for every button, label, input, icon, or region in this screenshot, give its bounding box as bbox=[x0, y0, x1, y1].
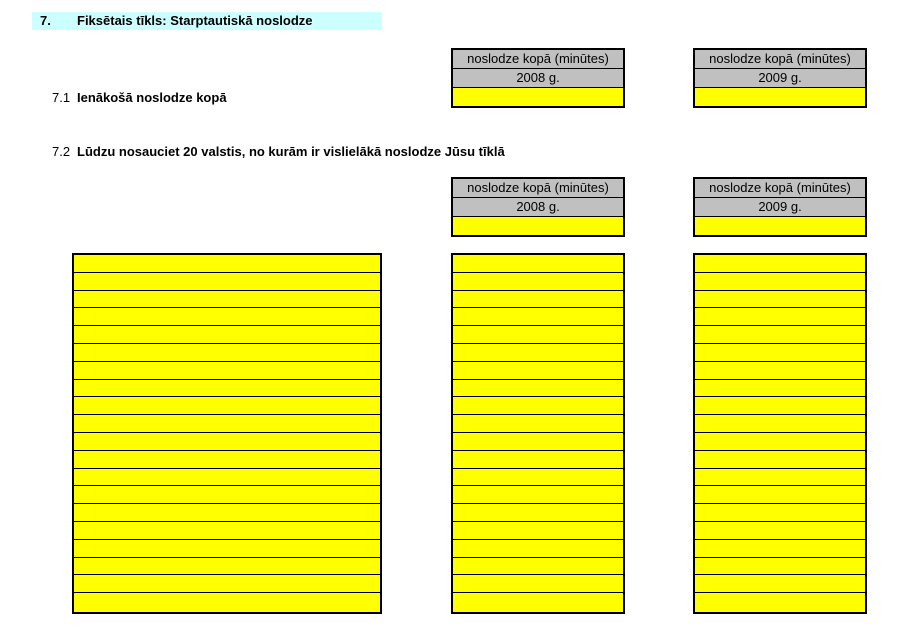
minutes-2009-input[interactable] bbox=[695, 433, 865, 451]
minutes-2008-input[interactable] bbox=[453, 255, 623, 273]
country-input[interactable] bbox=[74, 522, 380, 540]
country-input[interactable] bbox=[74, 308, 380, 326]
minutes-2008-input[interactable] bbox=[453, 522, 623, 540]
q72-number: 7.2 bbox=[52, 144, 71, 159]
country-input[interactable] bbox=[74, 593, 380, 611]
country-input[interactable] bbox=[74, 451, 380, 469]
column-year-label: 2009 g. bbox=[695, 198, 865, 217]
minutes-2009-grid bbox=[693, 253, 867, 614]
column-header-label: noslodze kopā (minūtes) bbox=[453, 179, 623, 198]
section-title: Fiksētais tīkls: Starptautiskā noslodze bbox=[77, 13, 313, 28]
country-input[interactable] bbox=[74, 433, 380, 451]
section-number: 7. bbox=[40, 13, 51, 28]
country-input[interactable] bbox=[74, 397, 380, 415]
minutes-2009-input[interactable] bbox=[695, 504, 865, 522]
minutes-2008-input[interactable] bbox=[453, 469, 623, 487]
q72-total-input-2009[interactable] bbox=[695, 217, 865, 235]
country-input[interactable] bbox=[74, 558, 380, 576]
column-header-label: noslodze kopā (minūtes) bbox=[695, 50, 865, 69]
minutes-2009-input[interactable] bbox=[695, 362, 865, 380]
minutes-2009-input[interactable] bbox=[695, 558, 865, 576]
minutes-2008-input[interactable] bbox=[453, 433, 623, 451]
country-input[interactable] bbox=[74, 362, 380, 380]
column-year-label: 2008 g. bbox=[453, 69, 623, 88]
country-input[interactable] bbox=[74, 575, 380, 593]
q72-total-input-2008[interactable] bbox=[453, 217, 623, 235]
minutes-2008-input[interactable] bbox=[453, 291, 623, 309]
country-input[interactable] bbox=[74, 540, 380, 558]
minutes-2009-input[interactable] bbox=[695, 469, 865, 487]
minutes-2009-input[interactable] bbox=[695, 255, 865, 273]
q71-col-2008 bbox=[451, 48, 625, 108]
minutes-2008-input[interactable] bbox=[453, 504, 623, 522]
minutes-2008-input[interactable] bbox=[453, 575, 623, 593]
column-year-label: 2009 g. bbox=[695, 69, 865, 88]
minutes-2009-input[interactable] bbox=[695, 451, 865, 469]
country-input[interactable] bbox=[74, 291, 380, 309]
minutes-2008-input[interactable] bbox=[453, 273, 623, 291]
q71-input-2009[interactable] bbox=[695, 88, 865, 106]
minutes-2009-input[interactable] bbox=[695, 540, 865, 558]
country-input[interactable] bbox=[74, 504, 380, 522]
country-input[interactable] bbox=[74, 486, 380, 504]
minutes-2008-input[interactable] bbox=[453, 415, 623, 433]
country-input[interactable] bbox=[74, 326, 380, 344]
q72-col-2008 bbox=[451, 177, 625, 237]
minutes-2009-input[interactable] bbox=[695, 308, 865, 326]
q71-number: 7.1 bbox=[52, 90, 71, 105]
minutes-2009-input[interactable] bbox=[695, 486, 865, 504]
q72-text: Lūdzu nosauciet 20 valstis, no kurām ir vislielākā noslodze Jūsu tīklā bbox=[77, 144, 505, 159]
minutes-2008-input[interactable] bbox=[453, 362, 623, 380]
minutes-2008-input[interactable] bbox=[453, 486, 623, 504]
country-input[interactable] bbox=[74, 344, 380, 362]
minutes-2009-input[interactable] bbox=[695, 397, 865, 415]
country-input[interactable] bbox=[74, 273, 380, 291]
minutes-2008-input[interactable] bbox=[453, 593, 623, 611]
country-grid bbox=[72, 253, 382, 614]
country-input[interactable] bbox=[74, 469, 380, 487]
minutes-2009-input[interactable] bbox=[695, 380, 865, 398]
column-header-label: noslodze kopā (minūtes) bbox=[695, 179, 865, 198]
q71-input-2008[interactable] bbox=[453, 88, 623, 106]
minutes-2009-input[interactable] bbox=[695, 344, 865, 362]
minutes-2008-input[interactable] bbox=[453, 380, 623, 398]
country-input[interactable] bbox=[74, 415, 380, 433]
minutes-2008-input[interactable] bbox=[453, 344, 623, 362]
minutes-2008-grid bbox=[451, 253, 625, 614]
country-input[interactable] bbox=[74, 380, 380, 398]
minutes-2008-input[interactable] bbox=[453, 558, 623, 576]
minutes-2008-input[interactable] bbox=[453, 540, 623, 558]
q71-col-2009 bbox=[693, 48, 867, 108]
minutes-2009-input[interactable] bbox=[695, 291, 865, 309]
minutes-2009-input[interactable] bbox=[695, 415, 865, 433]
q71-text: Ienākošā noslodze kopā bbox=[77, 90, 227, 105]
minutes-2009-input[interactable] bbox=[695, 522, 865, 540]
minutes-2008-input[interactable] bbox=[453, 308, 623, 326]
country-input[interactable] bbox=[74, 255, 380, 273]
minutes-2009-input[interactable] bbox=[695, 593, 865, 611]
minutes-2009-input[interactable] bbox=[695, 326, 865, 344]
q72-col-2009 bbox=[693, 177, 867, 237]
column-year-label: 2008 g. bbox=[453, 198, 623, 217]
minutes-2009-input[interactable] bbox=[695, 575, 865, 593]
minutes-2008-input[interactable] bbox=[453, 397, 623, 415]
minutes-2008-input[interactable] bbox=[453, 326, 623, 344]
minutes-2008-input[interactable] bbox=[453, 451, 623, 469]
minutes-2009-input[interactable] bbox=[695, 273, 865, 291]
column-header-label: noslodze kopā (minūtes) bbox=[453, 50, 623, 69]
